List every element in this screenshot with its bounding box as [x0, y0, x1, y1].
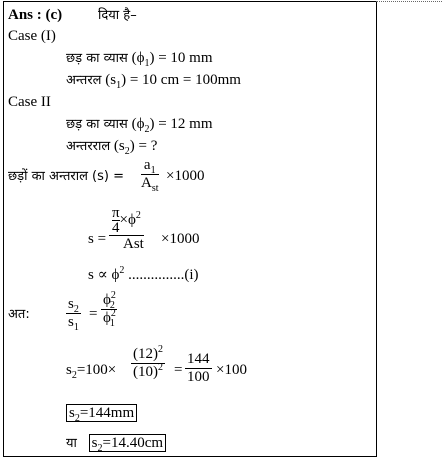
case2-dia-value: ) = 12 mm	[149, 116, 213, 132]
formula2-tail: ×1000	[161, 231, 200, 247]
case2-dia-sub: 2	[144, 124, 150, 135]
dotted-border	[376, 1, 442, 2]
case2-spacing-symbol: (s	[113, 138, 125, 154]
case2-spacing-value: ) = ?	[129, 138, 158, 154]
formula2-numerator: $\frac{\pi}{4}$ $\times\phi^2$	[109, 202, 144, 236]
result-mm	[66, 404, 137, 422]
result-mm-box: $s_2=144mm$	[66, 404, 137, 422]
case1-dia-value: ) = 10 mm	[149, 50, 213, 66]
case1-dia-label: छड़ का व्यास	[66, 51, 128, 66]
formula1-numerator: $a_1$	[141, 157, 159, 175]
result-cm	[66, 434, 166, 453]
case1-spacing-sub: 1	[116, 80, 122, 91]
case1-spacing-value: ) = 10 cm = 100mm	[121, 72, 241, 88]
calc-tail: ×100	[216, 362, 247, 378]
case1-dia-symbol: (ϕ	[131, 50, 145, 66]
ratio-lhs-fraction: $\frac{s_2}{s_1}$	[68, 296, 79, 333]
given-label: दिया है–	[98, 8, 137, 23]
case1-diameter	[66, 49, 213, 68]
calc-fraction-2: $\frac{144}{100}$	[187, 351, 210, 385]
case2-spacing-sub: 2	[124, 146, 130, 157]
formula1-text: छड़ों का अन्तराल (s) =	[8, 169, 124, 184]
case2-spacing-label: अन्तरराल	[66, 139, 111, 154]
formula1-tail: ×1000	[166, 168, 205, 184]
result-cm-prefix: या	[66, 436, 77, 451]
case1-spacing-label: अन्तरल	[66, 73, 102, 88]
case2-spacing	[66, 137, 157, 156]
case1-dia-sub: 1	[144, 58, 150, 69]
calc-fraction-1: $\frac{(12)^2}{(10)^2}$	[133, 344, 163, 380]
calc-lhs: $s_2=100\times$	[66, 362, 117, 381]
ratio-rhs-fraction: $\frac{\phi^2_2}{\phi^2_1}$	[103, 290, 116, 329]
formula1-denominator: $A_{st}$	[141, 175, 159, 194]
formula2-denominator: Ast	[123, 236, 144, 252]
proportional-relation: $s \propto \phi^2$ ...............(i)	[88, 265, 199, 283]
formula1-label	[8, 167, 124, 186]
option-label: (c)	[45, 7, 63, 23]
case2-diameter	[66, 115, 213, 134]
case1-spacing-symbol: (s	[105, 72, 117, 88]
ratio-eq: =	[89, 306, 98, 322]
formula2-fraction	[109, 202, 144, 253]
case1-title: Case (I)	[8, 28, 56, 44]
result-cm-box: $s_2=14.40cm$	[89, 434, 166, 452]
ans-label: Ans :	[8, 7, 42, 23]
ratio-label: अत:	[8, 307, 30, 322]
case2-dia-symbol: (ϕ	[131, 116, 145, 132]
case2-dia-label: छड़ का व्यास	[66, 117, 128, 132]
case2-title: Case II	[8, 94, 51, 110]
formula1-fraction	[141, 157, 159, 192]
answer-header	[8, 6, 62, 24]
formula2-lhs: s =	[88, 231, 107, 247]
case1-spacing	[66, 71, 241, 90]
calc-eq2: =	[174, 362, 183, 378]
